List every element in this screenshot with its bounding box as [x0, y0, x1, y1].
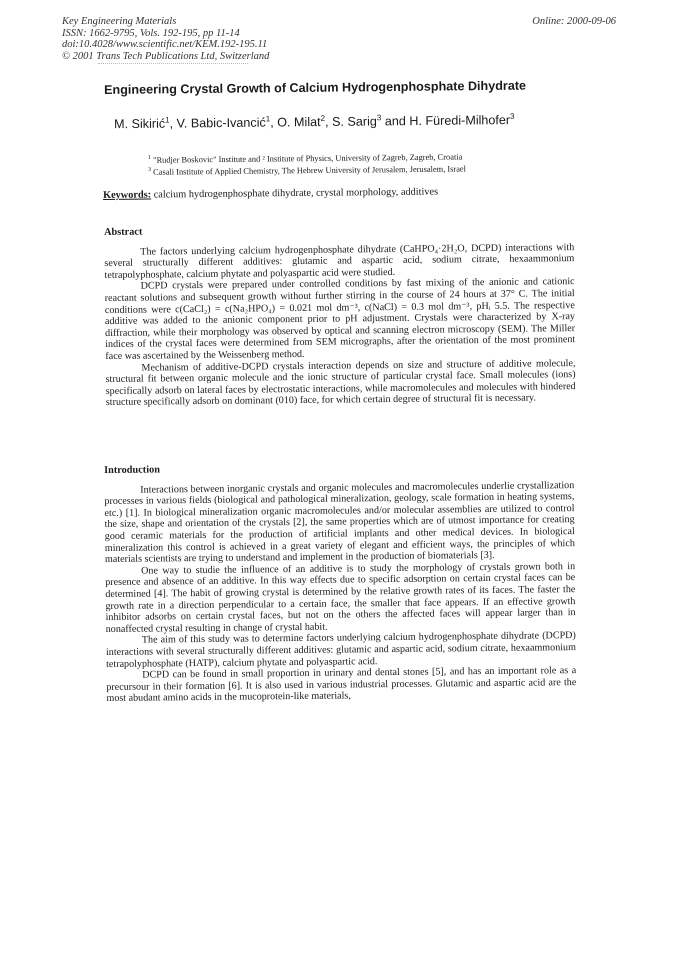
- author: V. Babic-Ivancić: [176, 115, 266, 131]
- intro-paragraph: Interactions between inorganic crystals and organic molecules and macromolecules underlie crystallization processes in various fields (biological and pathological mineralization, geology, scale formation in heating systems, etc.) [1]. In biological mineralization organic macromolecules and/or molecular assemblies are utilized to control the size, shape and orientation of the crystals [2], the same properties which are of utmost importance for creating good ceramic materials for the production of artificial implants and other medical devices. In biological mineralization this control is achieved in a great variety of elegant and efficient ways, the principles of which materials scientists are trying to understand and implement in the production of biomaterials [3].: [104, 479, 575, 566]
- journal-header: [62, 16, 269, 62]
- paper-title: Engineering Crystal Growth of Calcium Hydrogenphosphate Dihydrate: [104, 78, 527, 97]
- author: M. Sikirić: [114, 116, 166, 132]
- keywords-line: [103, 186, 438, 201]
- affiliation-1: $^1$ "Rudjer Boskovic" Institute and ² Institute of Physics, University of Zagreb, Zagreb, Croatia: [148, 152, 463, 165]
- doi-line[interactable]: doi:10.4028/www.scientific.net/KEM.192-195.11: [62, 39, 268, 50]
- intro-paragraph: The aim of this study was to determine factors underlying calcium hydrogenphosphate dihydrate (DCPD) interactions with several structurally different additives: glutamic and aspartic acid, sodium citrate, hexaammonium tetrapolyphosphate (HATP), calcium phytate and polyaspartic acid.: [105, 630, 576, 670]
- issn-line: ISSN: 1662-9795, Vols. 192-195, pp 11-14: [62, 27, 240, 39]
- abstract-paragraph: Mechanism of additive-DCPD crystals interaction depends on size and structure of additive molecule, structural fit between organic molecule and the ionic structure of particular crystal face. Small molecules (ions) specifically adsorb on lateral faces by electrostatic interactions, while macromolecules and molecules with hindered structure specifically adsorb on dominant (010) face, for which certain degree of structural fit is necessary.: [105, 357, 576, 409]
- faint-artifact-line: [98, 63, 248, 70]
- keywords-label: Keywords:: [103, 189, 152, 201]
- author-list: M. Sikirić$^1$, V. Babic-Ivancić$^1$, O. Milat$^2$, S. Sarig$^3$ and H. Füredi-Milhofer$^3$: [114, 111, 515, 132]
- copyright-line: © 2001 Trans Tech Publications Ltd, Switzerland: [62, 50, 270, 62]
- journal-name: Key Engineering Materials: [62, 16, 177, 27]
- author: H. Füredi-Milhofer: [409, 113, 511, 129]
- author: S. Sarig: [331, 114, 377, 129]
- abstract-paragraph: DCPD crystals were prepared under controlled conditions by fast mixing of the anionic and cationic reactant solutions and subsequent growth without further stirring in the course of 24 hours at 37° C. The initial conditions were c(CaCl₂) = c(Na₂HPO₄) = 0.021 mol dm⁻³, c(NaCl) = 0.3 mol dm⁻³, pHᵢ 5.5. The respective additive was added to the anionic component prior to pH adjustment. Crystals were characterized by X-ray diffraction, while their morphology was observed by optical and scanning electron microscopy (SEM). The Miller indices of the crystal faces were determined from SEM micrographs, after the orientation of the most prominent face was ascertained by the Weissenberg method.: [104, 276, 576, 362]
- affiliation-2: $^3$ Casali Institute of Applied Chemistry, The Hebrew University of Jerusalem, Jerusalem, Israel: [148, 164, 467, 177]
- introduction-section: [104, 460, 576, 705]
- abstract-section: [104, 222, 576, 409]
- author: O. Milat: [277, 115, 321, 130]
- introduction-heading: Introduction: [104, 464, 161, 476]
- intro-paragraph: One way to studie the influence of an additive is to study the morphology of crystals grown both in presence and absence of an additive. In this way effects due to specific adsorption on certain crystal faces can be determined [4]. The habit of growing crystal is determined by the relative growth rates of its faces. The faster the growth rate in a direction perpendicular to a certain face, the smaller that face appears. If an effective growth inhibitor adsorbs on certain crystal faces, but not on the others the affected faces will appear larger than in nonaffected crystal resulting in change of crystal habit.: [105, 560, 576, 635]
- online-date: Online: 2000-09-06: [532, 16, 616, 27]
- abstract-paragraph: The factors underlying calcium hydrogenphosphate dihydrate (CaHPO₄·2H₂O, DCPD) interactions with several structurally different additives: glutamic and aspartic acid, sodium citrate, hexaammonium tetrapolyphosphate, calcium phytate and polyaspartic acid were studied.: [104, 241, 575, 281]
- keywords-text: calcium hydrogenphosphate dihydrate, crystal morphology, additives: [153, 186, 439, 201]
- abstract-heading: Abstract: [104, 226, 143, 238]
- intro-paragraph: DCPD can be found in small proportion in urinary and dental stones [5], and has an important role as a precursour in their formation [6]. It is also used in various industrial processes. Glutamic and aspartic acid are the most abudant amino acids in the mucoprotein-like materials,: [106, 665, 577, 705]
